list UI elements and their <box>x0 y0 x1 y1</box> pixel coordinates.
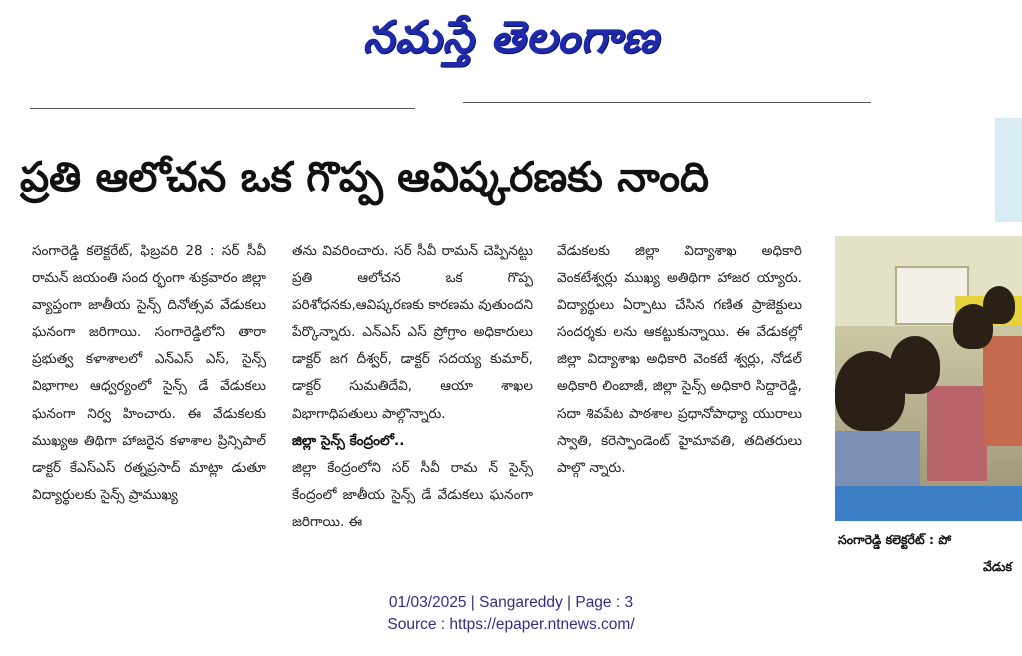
column-1-text: సంగారెడ్డి కలెక్టరేట్, ఫిబ్రవరి 28 : సర్ సీవీ రామన్ జయంతి సంద ర్భంగా శుక్రవారం జిల్లా వ్యాప్తంగా జాతీయ సైన్స్ దినోత్సవ వేడుకలు ఘనంగా జరిగాయి. సంగారెడ్డిలోని తారా ప్రభుత్వ కళాశాలలో ఎన్ఎస్ ఎస్, సైన్స్ విభాగాల ఆధ్వర్యంలో సైన్స్ డే వేడుకలు ఘనంగా నిర్వ హించారు. ఈ వేడుకలకు ముఖ్యఅ తిథిగా హాజరైన కళాశాల ప్రిన్సిపాల్ డాక్టర్ కేఎస్ఎస్ రత్నప్రసాద్ మాట్లా డుతూ విద్యార్థులకు సైన్స్ ప్రాముఖ్య <box>32 243 266 503</box>
article-column-1 <box>32 238 266 578</box>
photo-student-head <box>890 336 940 394</box>
photo-student-head <box>983 286 1015 324</box>
photo-caption <box>838 526 1022 580</box>
page-footer <box>0 592 1022 636</box>
column-3-text: వేడుకలకు జిల్లా విద్యాశాఖ అధికారి వెంకటేశ్వర్లు ముఖ్య అతిథిగా హాజర య్యారు. విద్యార్థులు ఏర్పాటు చేసిన గణిత ప్రాజెక్టులు సందర్శకు లను ఆకట్టుకున్నాయి. ఈ వేడుకల్లో జిల్లా విద్యాశాఖ అధికారి వెంకటే శ్వర్లు, నోడల్ అధికారి లింబాజీ, జిల్లా సైన్స్ అధికారి సిద్దారెడ్డి, సదా శివపేట పాఠశాల ప్రధానోపాధ్యా యురాలు స్వాతి, కరెస్పాండెంట్ హైమావతి, తదితరులు పాల్గొ న్నారు. <box>557 243 802 476</box>
article-column-2 <box>292 238 533 578</box>
article-headline: ప్రతి ఆలోచన ఒక గొప్ప ఆవిష్కరణకు నాంది <box>20 153 709 201</box>
adjacent-article-strip <box>995 118 1022 222</box>
article-photo <box>835 236 1022 521</box>
masthead <box>0 0 1022 80</box>
photo-student-shirt <box>983 336 1022 446</box>
footer-source: Source : https://epaper.ntnews.com/ <box>387 616 635 633</box>
divider-rule-left <box>30 108 415 109</box>
column-2-text-a: తను వివరించారు. సర్ సీవీ రామన్ చెప్పినట్టు ప్రతి ఆలోచన ఒక గొప్ప పరిశోధనకు,ఆవిష్కరణకు కారణమ వుతుందని పేర్కొన్నారు. ఎన్ఎస్ ఎస్ ప్రోగ్రాం అధికారులు డాక్టర్ జగ దీశ్వర్, డాక్టర్ సదయ్య కుమార్, డాక్టర్ సుమతిదేవి, ఆయా శాఖల విభాగాధిపతులు పాల్గొన్నారు. <box>292 243 533 422</box>
article-column-3 <box>557 238 802 578</box>
photo-student-shirt <box>835 431 920 491</box>
photo-caption-line-2: వేడుక <box>983 559 1012 574</box>
article-subhead: జిల్లా సైన్స్ కేంద్రంలో.. <box>292 432 405 449</box>
divider-rule-right <box>463 102 871 103</box>
footer-date-edition: 01/03/2025 | Sangareddy | Page : 3 <box>388 594 634 611</box>
photo-student-shirt <box>927 386 987 481</box>
photo-caption-line-1: సంగారెడ్డి కలెక్టరేట్ : పో <box>838 532 952 547</box>
column-2-text-b: జిల్లా కేంద్రంలోని సర్ సీవీ రామ న్ సైన్స్ కేంద్రంలో జాతీయ సైన్స్ డే వేడుకలు ఘనంగా జరిగాయి. ఈ <box>292 459 533 530</box>
photo-table <box>835 486 1022 521</box>
newspaper-logo: నమస్తే తెలంగాణ <box>362 12 660 63</box>
